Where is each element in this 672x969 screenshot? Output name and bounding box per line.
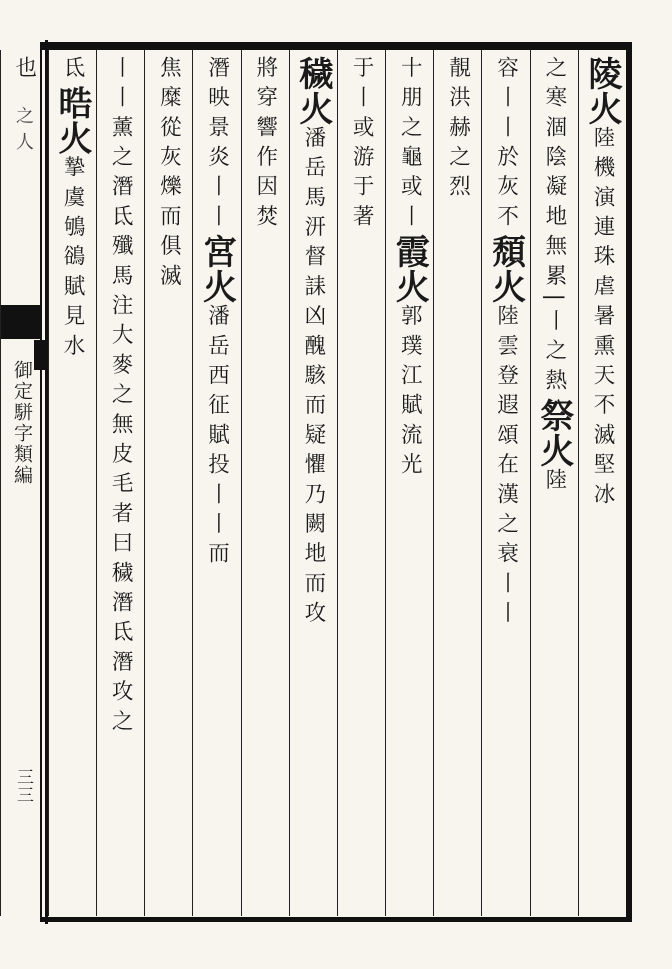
entry-text: 焦糜從灰爍而俱滅 — [156, 56, 182, 294]
text-column — [481, 50, 529, 916]
entry-text: 氐 — [59, 56, 85, 86]
entry-text: 陸雲登遐頌在漢之衰丨丨 — [493, 304, 519, 631]
text-column — [578, 50, 626, 916]
entry-headword: 祭火 — [533, 398, 574, 469]
page-number: 三三 — [13, 768, 33, 804]
entry-text: 潘岳西征賦投丨丨而 — [204, 304, 230, 572]
entry-text: 潛映景炎丨丨 — [204, 56, 230, 235]
text-column — [241, 50, 289, 916]
entry-text: 也 — [11, 56, 37, 86]
entry-text: 丨丨薰之潛氐殲馬注大麥之無皮毛者曰穢潛氐潛攻之 — [108, 56, 134, 740]
text-column — [385, 50, 433, 916]
entry-text: 于丨或游于著 — [349, 56, 375, 235]
book-title: 御定駢字類編 — [11, 360, 33, 486]
entry-text: 容丨丨於灰不 — [493, 56, 519, 235]
entry-headword: 宮火 — [196, 234, 237, 305]
entry-text: 將穿響作因焚 — [252, 56, 278, 235]
text-column — [96, 50, 144, 916]
margin-top-fragment: 之人 — [13, 106, 34, 158]
text-column — [0, 50, 48, 916]
entry-text: 十朋之龜或丨 — [397, 56, 423, 235]
entry-text: 潘岳馬汧督誄凶醜駭而疑懼乃闕地而攻 — [300, 126, 326, 631]
text-column — [144, 50, 192, 916]
entry-text: 陸機演連珠虐暑熏天不滅堅冰 — [590, 126, 615, 513]
entry-headword: 晧火 — [51, 85, 92, 156]
text-column — [289, 50, 337, 916]
text-column — [48, 50, 96, 916]
text-column — [433, 50, 481, 916]
text-column — [192, 50, 240, 916]
entry-text: 陸 — [541, 468, 567, 498]
entry-text: 郭璞江賦流光 — [397, 304, 423, 483]
entry-headword: 霞火 — [389, 234, 430, 305]
entry-text: 靚洪赫之烈 — [445, 56, 471, 205]
entry-text: 摯虞鴝鵒賦見水 — [59, 155, 85, 364]
entry-text: 之寒涸陰凝地無累|丨之熱 — [541, 56, 567, 399]
entry-headword: 頹火 — [485, 234, 526, 305]
entry-headword: 穢火 — [292, 56, 333, 126]
text-column — [530, 50, 578, 916]
text-column — [337, 50, 385, 916]
entry-headword: 陵火 — [582, 56, 622, 126]
